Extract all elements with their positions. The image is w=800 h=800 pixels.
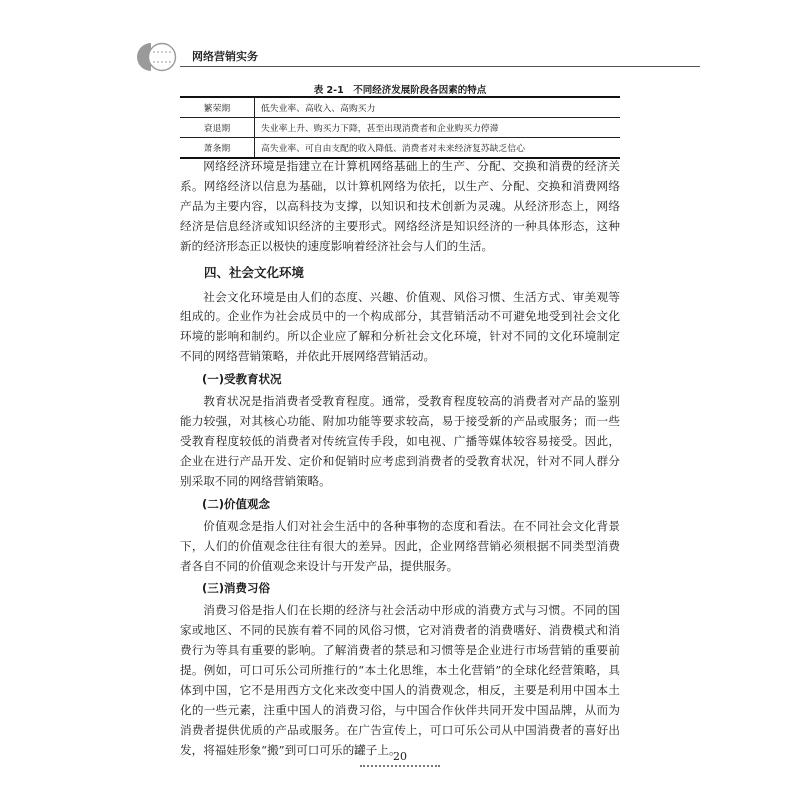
economic-phase-table xyxy=(180,96,620,159)
phase-cell: 繁荣期 xyxy=(180,97,255,118)
table-row xyxy=(180,97,620,118)
page-number: 20 xyxy=(393,750,407,763)
subsection-heading: (一)受教育状况 xyxy=(202,372,282,387)
header-rule xyxy=(180,66,700,67)
phase-cell: 萧条期 xyxy=(180,138,255,159)
section-heading: 四、社会文化环境 xyxy=(204,264,305,280)
paragraph-customs: 消费习俗是指人们在长期的经济与社会活动中形成的消费方式与习惯。不同的国家或地区、不同的民族有着不同的风俗习惯，它对消费者的消费嗜好、消费模式和消费行为等具有重要的影响。了解消费者的禁忌和习惯等是企业进行市场营销的重要前提。例如，可口可乐公司所推行的“本土化思维，本土化营销”的全球化经营策略，具体到中国，它不是用西方文化来改变中国人的消费观念，相反，主要是利用中国本土化的一些元素，注重中国人的消费习俗，与中国合作伙伴共同开发中国品牌，从而为消费者提供优质的产品或服务。在广告宣传上，可口可乐公司从中国消费者的喜好出发，将福娃形象“搬”到可口可乐的罐子上。 xyxy=(180,603,620,757)
description-cell: 低失业率、高收入、高购买力 xyxy=(255,97,621,118)
header-circles-icon xyxy=(134,40,178,74)
page-footer xyxy=(360,750,440,767)
subsection-heading: (三)消费习俗 xyxy=(202,581,271,596)
footer-dotted-rule xyxy=(360,765,440,767)
subsection-heading: (二)价值观念 xyxy=(202,496,271,511)
paragraph-social-culture: 社会文化环境是由人们的态度、兴趣、价值观、风俗习惯、生活方式、审美观等组成的。企业作为社会成员中的一个构成部分，其营销活动不可避免地受到社会文化环境的影响和制约。所以企业应了解和分析社会文化环境，针对不同的文化环境制定不同的网络营销策略，并依此开展网络营销活动。 xyxy=(180,289,620,364)
description-cell: 高失业率、可自由支配的收入降低、消费者对未来经济复苏缺乏信心 xyxy=(255,138,621,159)
table-row xyxy=(180,138,620,159)
paragraph-education: 教育状况是指消费者受教育程度。通常，受教育程度较高的消费者对产品的鉴别能力较强，对其核心功能、附加功能等要求较高，易于接受新的产品或服务；而一些受教育程度较低的消费者对传统宣传手段，如电视、广播等媒体较容易接受。因此，企业在进行产品开发、定价和促销时应考虑到消费者的受教育状况，针对不同人群分别采取不同的网络营销策略。 xyxy=(180,394,620,488)
paragraph-values: 价值观念是指人们对社会生活中的各种事物的态度和看法。在不同社会文化背景下，人们的价值观念往往有很大的差异。因此，企业网络营销必须根据不同类型消费者各自不同的价值观念来设计与开发产品，提供服务。 xyxy=(180,518,620,573)
description-cell: 失业率上升、购买力下降，甚至出现消费者和企业购买力停滞 xyxy=(255,118,621,138)
book-title: 网络营销实务 xyxy=(192,50,258,63)
body-text xyxy=(180,157,620,761)
table-caption: 表 2-1 不同经济发展阶段各因素的特点 xyxy=(313,85,487,96)
paragraph-network-economy: 网络经济环境是指建立在计算机网络基础上的生产、分配、交换和消费的经济关系。网络经济以信息为基础，以计算机网络为依托，以生产、分配、交换和消费网络产品为主要内容，以高科技为支撑，以知识和技术创新为灵魂。从经济形态上，网络经济是信息经济或知识经济的主要形式。网络经济是知识经济的一种具体形态，这种新的经济形态正以极快的速度影响着经济社会与人们的生活。 xyxy=(180,159,620,253)
table-row xyxy=(180,118,620,138)
phase-cell: 衰退期 xyxy=(180,118,255,138)
running-header xyxy=(140,44,700,70)
